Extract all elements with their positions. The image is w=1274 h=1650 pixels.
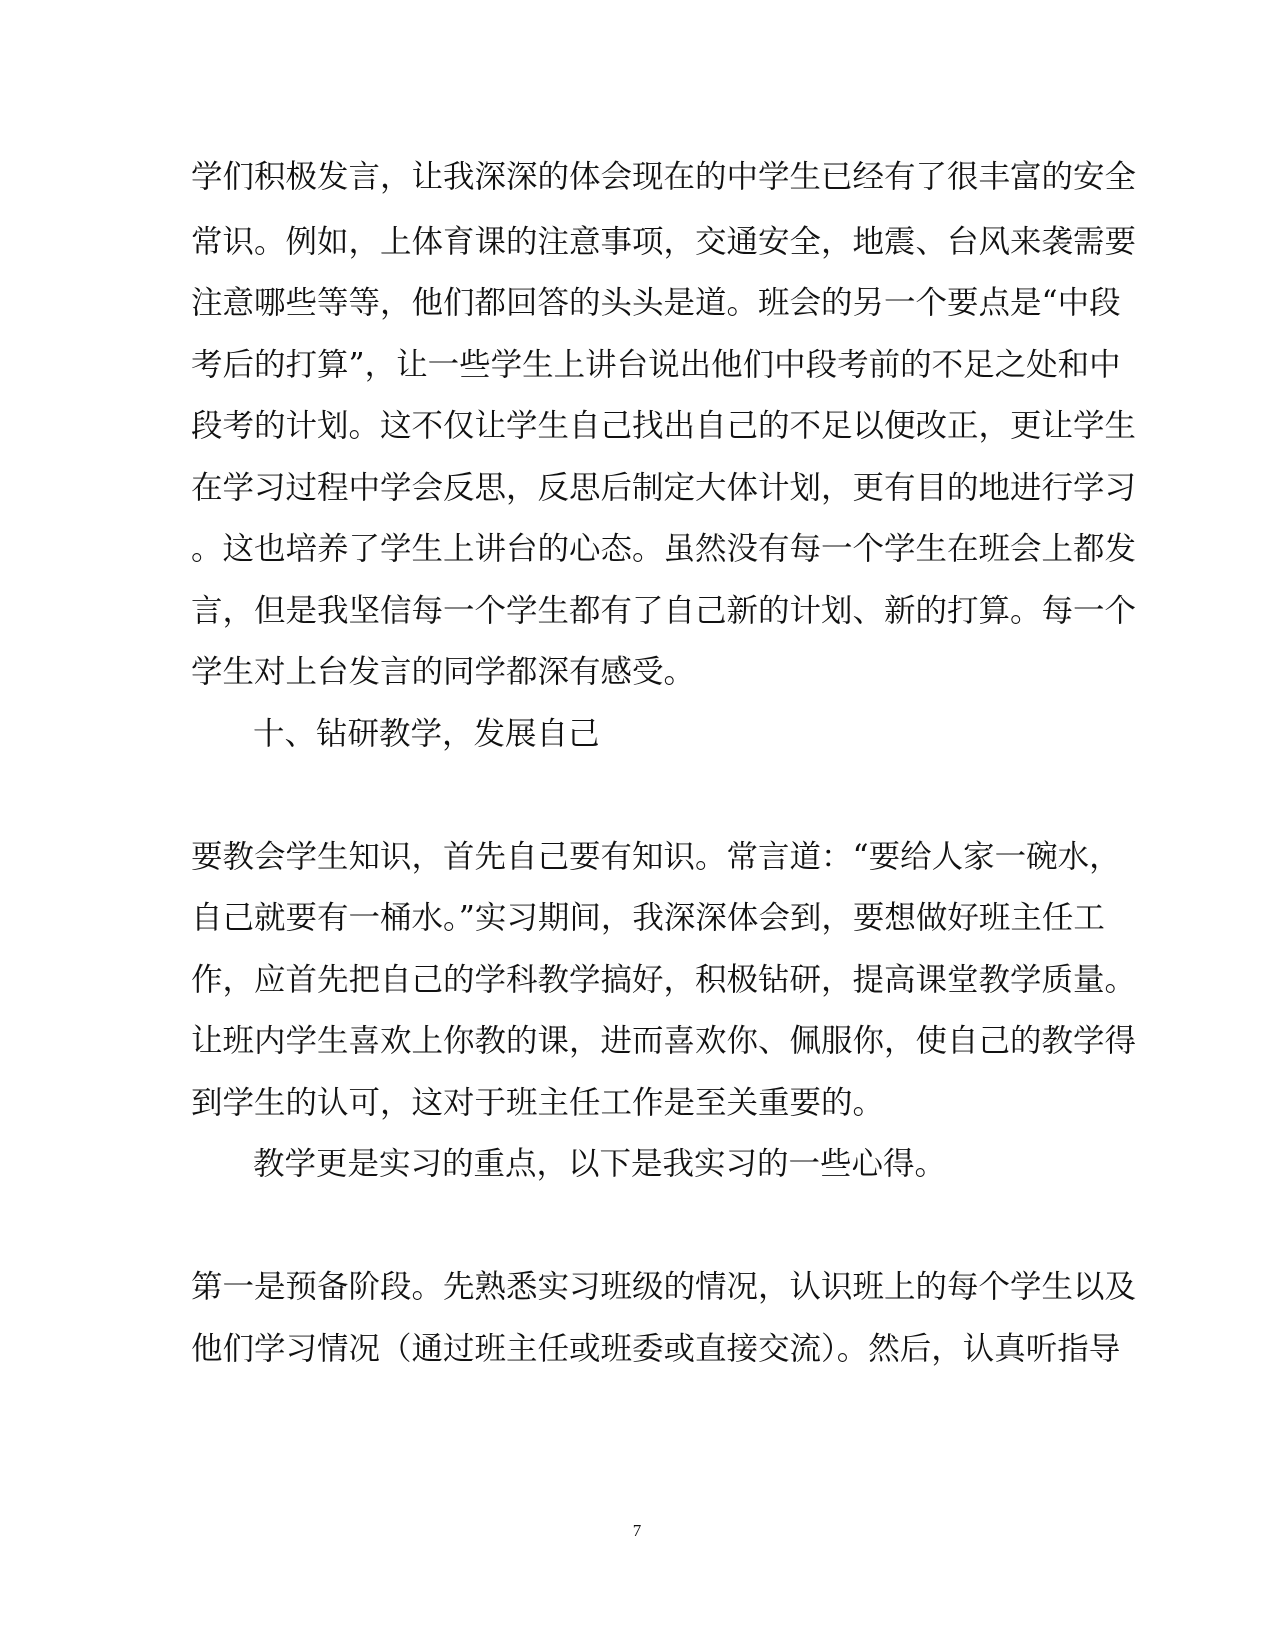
body-text-line: 在学习过程中学会反思，反思后制定大体计划，更有目的地进行学习: [191, 470, 1137, 506]
body-text-line: 要教会学生知识，首先自己要有知识。常言道：“要给人家一碗水，: [191, 839, 1121, 875]
body-text-line: 自己就要有一桶水。”实习期间，我深深体会到，要想做好班主任工: [191, 900, 1105, 936]
body-text-line: 注意哪些等等，他们都回答的头头是道。班会的另一个要点是“中段: [191, 285, 1121, 321]
body-text-line: 他们学习情况（通过班主任或班委或直接交流）。然后，认真听指导: [191, 1331, 1121, 1367]
section-heading: 十、钻研教学，发展自己: [253, 716, 600, 752]
body-text-line: 学生对上台发言的同学都深有感受。: [191, 654, 696, 690]
body-text-line: 学们积极发言，让我深深的体会现在的中学生已经有了很丰富的安全: [191, 159, 1137, 195]
body-text-line: 。这也培养了学生上讲台的心态。虽然没有每一个学生在班会上都发: [191, 531, 1137, 567]
body-text-line: 让班内学生喜欢上你教的课，进而喜欢你、佩服你，使自己的教学得: [191, 1023, 1137, 1059]
body-text-indented: 教学更是实习的重点，以下是我实习的一些心得。: [253, 1146, 947, 1182]
body-text-line: 考后的打算”，让一些学生上讲台说出他们中段考前的不足之处和中: [191, 347, 1121, 383]
body-text-line: 段考的计划。这不仅让学生自己找出自己的不足以便改正，更让学生: [191, 408, 1137, 444]
body-text-line: 言，但是我坚信每一个学生都有了自己新的计划、新的打算。每一个: [191, 593, 1137, 629]
body-text-line: 第一是预备阶段。先熟悉实习班级的情况，认识班上的每个学生以及: [191, 1269, 1137, 1305]
body-text-line: 常识。例如，上体育课的注意事项，交通安全，地震、台风来袭需要: [191, 224, 1137, 260]
body-text-line: 作，应首先把自己的学科教学搞好，积极钻研，提高课堂教学质量。: [191, 962, 1137, 998]
body-text-line: 到学生的认可，这对于班主任工作是至关重要的。: [191, 1085, 885, 1121]
page-number: 7: [632, 1521, 642, 1540]
